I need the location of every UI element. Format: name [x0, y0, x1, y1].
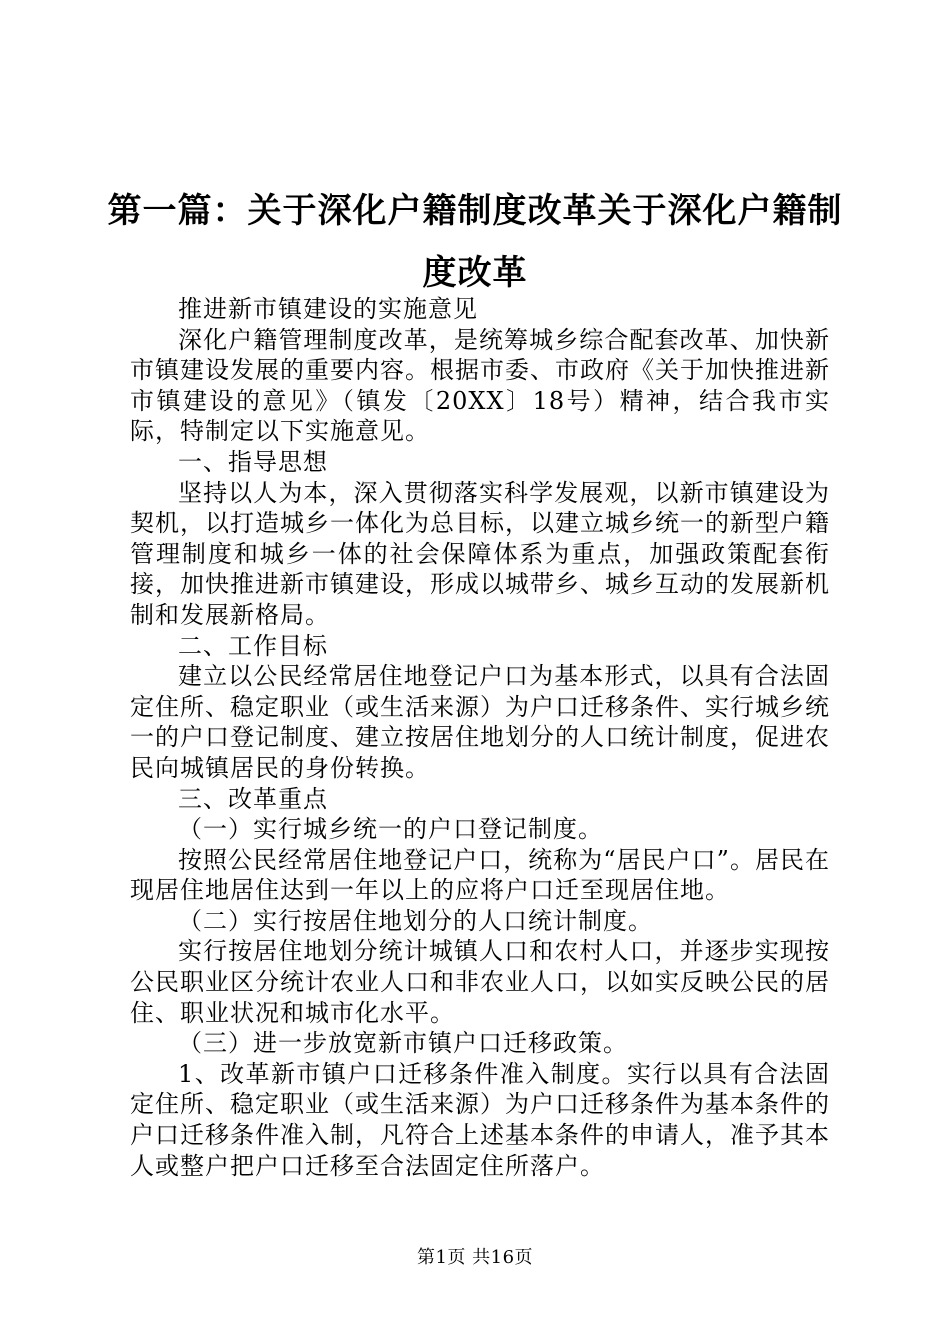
- subtitle-line: 推进新市镇建设的实施意见: [178, 295, 478, 323]
- page-number-footer: 第1页 共16页: [416, 1247, 534, 1268]
- subheading-2: （二）实行按居住地划分的人口统计制度。: [178, 906, 653, 935]
- document-title: 第一篇：关于深化户籍制度改革关于深化户籍制度改革: [107, 191, 843, 293]
- subheading-3-item-1: 1、改革新市镇户口迁移条件准入制度。实行以具有合法固定住所、稳定职业（或生活来源）为户口迁移条件为基本条件的户口迁移条件准入制，凡符合上述基本条件的申请人，准予其本人或整户把户口迁移至合法固定住所落户。: [130, 1059, 830, 1180]
- intro-paragraph: 深化户籍管理制度改革，是统筹城乡综合配套改革、加快新市镇建设发展的重要内容。根据市委、市政府《关于加快推进新市镇建设的意见》（镇发〔20XX〕18号）精神，结合我市实际，特制定以下实施意见。: [130, 325, 830, 446]
- section-heading-reform-focus: 三、改革重点: [178, 784, 328, 813]
- section-heading-work-goals: 二、工作目标: [178, 631, 328, 660]
- work-goals-paragraph: 建立以公民经常居住地登记户口为基本形式，以具有合法固定住所、稳定职业（或生活来源）为户口迁移条件、实行城乡统一的户口登记制度、建立按居住地划分的人口统计制度，促进农民向城镇居民的身份转换。: [130, 662, 830, 782]
- subheading-1-paragraph: 按照公民经常居住地登记户口，统称为“居民户口”。居民在现居住地居住达到一年以上的应将户口迁至现居住地。: [130, 845, 830, 905]
- subheading-1: （一）实行城乡统一的户口登记制度。: [178, 815, 603, 844]
- section-heading-guiding-ideology: 一、指导思想: [178, 447, 328, 476]
- subheading-3: （三）进一步放宽新市镇户口迁移政策。: [178, 1029, 628, 1058]
- subheading-2-paragraph: 实行按居住地划分统计城镇人口和农村人口，并逐步实现按公民职业区分统计农业人口和非农业人口，以如实反映公民的居住、职业状况和城市化水平。: [130, 937, 830, 1027]
- guiding-ideology-paragraph: 坚持以人为本，深入贯彻落实科学发展观，以新市镇建设为契机，以打造城乡一体化为总目标，以建立城乡统一的新型户籍管理制度和城乡一体的社会保障体系为重点，加强政策配套衔接，加快推进新市镇建设，形成以城带乡、城乡互动的发展新机制和发展新格局。: [130, 478, 830, 629]
- document-body: [130, 294, 830, 1181]
